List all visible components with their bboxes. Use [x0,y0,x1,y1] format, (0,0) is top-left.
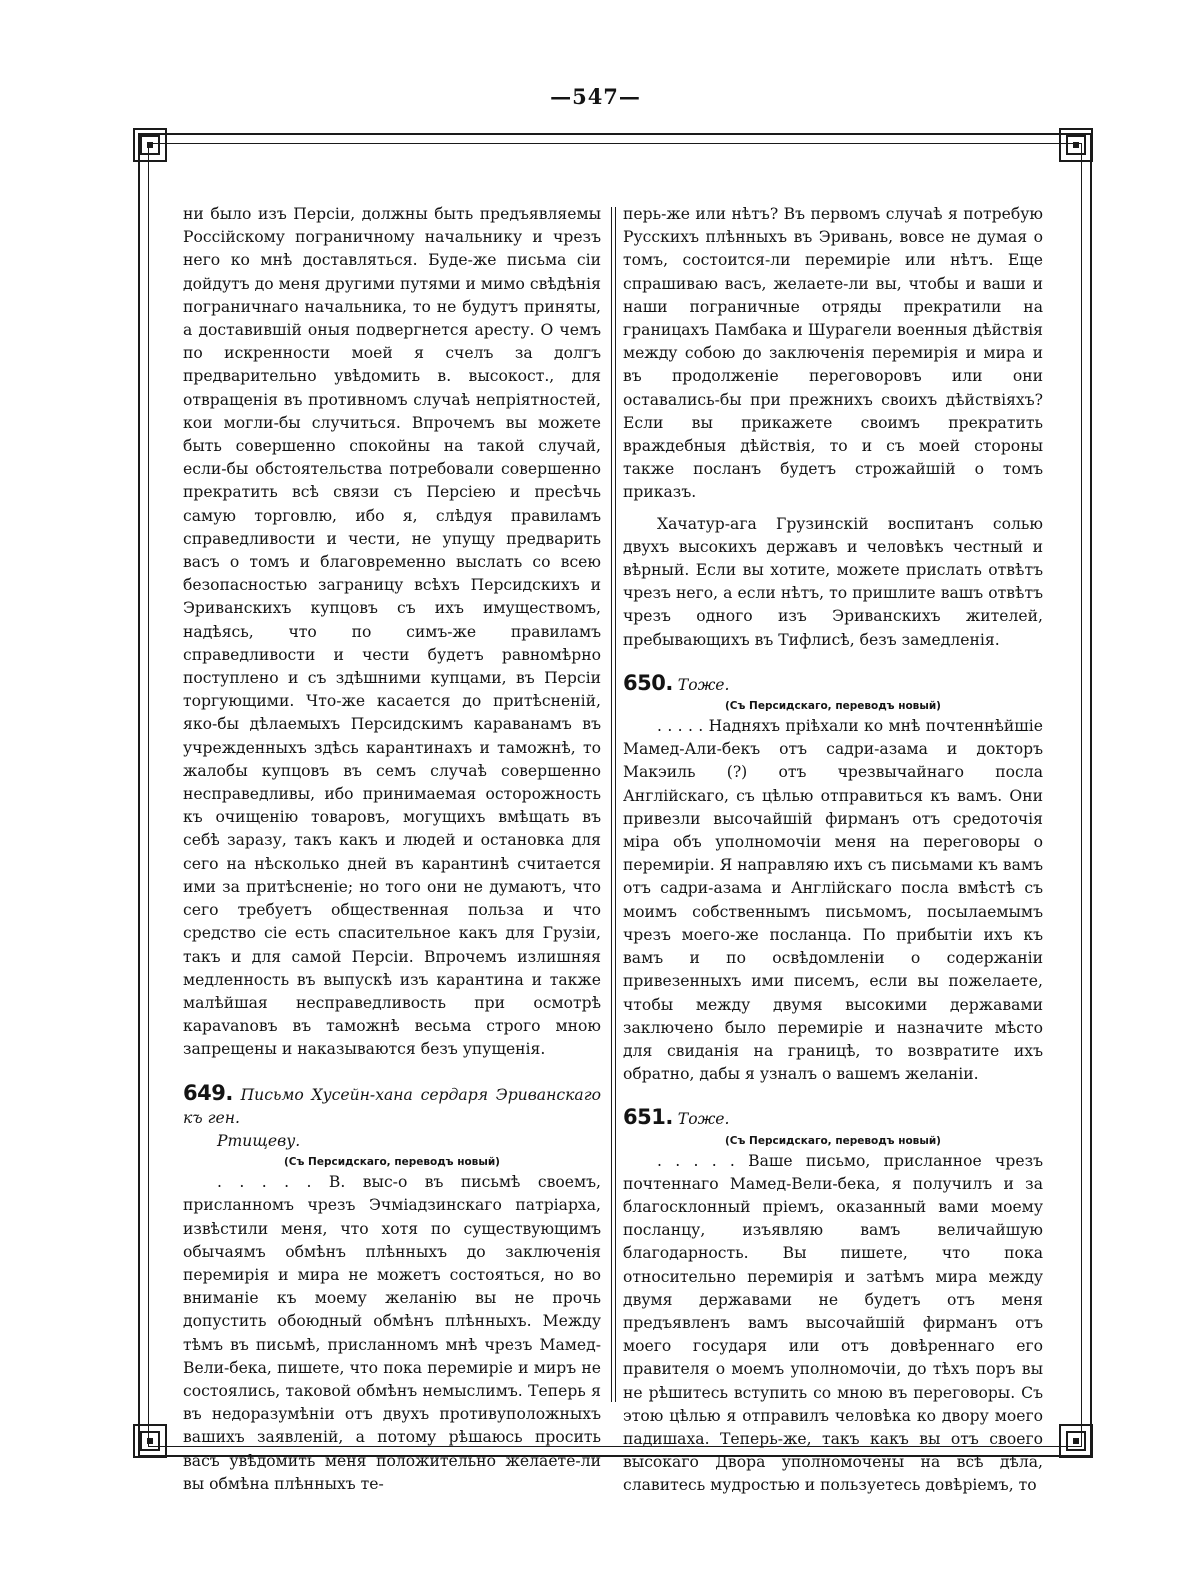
entry-650-title: Тоже. [677,675,730,694]
left-continuation-paragraph: ни было изъ Персіи, должны быть предъявляемы Россійскому пограничному начальнику и чрезъ него ко мнѣ доставляться. Буде-же письма сіи дойдутъ до меня другими путями и мимо свѣдѣнія пограничнаго начальника, то не будутъ приняты, а доставившій оныя подвергнется аресту. О чемъ по искренности моей я счелъ за долгъ предварительно увѣдомить в. высокост., для отвращенія въ противномъ случаѣ непріятностей, кои могли-бы случиться. Впрочемъ вы можете быть совершенно спокойны на такой случай, если-бы обстоятельства потребовали совершенно прекратить всѣ связи съ Персіею и пресѣчь самую торговлю, ибо я, слѣдуя правиламъ справедливости и чести, не упущу предварить васъ о томъ и благовременно выслать со всею безопасностью заграницу всѣхъ Персидскихъ и Эриванскихъ купцовъ съ ихъ имуществомъ, надѣясь, что по симъ-же правиламъ справедливости и чести будетъ равномѣрно поступлено и съ здѣшними купцами, въ Персіи торгующими. Что-же касается до притѣсненій, яко-бы дѣлаемыхъ Персидскимъ караванамъ въ учрежденныхъ здѣсь карантинахъ и таможнѣ, то жалобы купцовъ въ семъ случаѣ совершенно несправедливы, ибо принимаемая осторожность къ очищенію товаровъ, могущихъ вмѣщать въ себѣ заразу, такъ какъ и людей и остановка для сего на нѣсколько дней въ карантинѣ считается ими за притѣсненіе; но того они не думаютъ, что сего требуетъ общественная польза и что средство сіе есть спасительное какъ для Грузіи, такъ и для самой Персіи. Впрочемъ излишняя медленность въ выпускѣ изъ карантина и также малѣйшая несправедливость при осмотрѣ карavanовъ въ таможнѣ весьма строго мною запрещены и наказываются безъ упущенія. [183,205,601,1059]
paragraph-gap [623,505,1043,513]
corner-ornament-top-right [1056,125,1096,165]
entry-649-source-note: (Съ Персидскаго, переводъ новый) [284,1156,500,1169]
entry-651-source-note: (Съ Персидскаго, переводъ новый) [725,1134,941,1147]
entry-649-number: 649. [183,1080,233,1105]
entry-650-source-note: (Съ Персидскаго, переводъ новый) [725,700,941,713]
entry-649-heading [183,1082,601,1154]
right-column [623,203,1043,1498]
entry-651-text: . . . . . Ваше письмо, присланное чрезъ почтеннаго Мамед-Вели-бека, я получилъ и за благосклонный пріемъ, оказанный вами моему посланцу, изъявляю вамъ величайшую благодарность. Вы пишете, что пока относительно перемирія и затѣмъ мира между двумя державами не будетъ отъ меня предъявленъ вамъ высочайшій фирманъ отъ моего государя или отъ довѣреннаго его правителя о моемъ уполномочіи, до тѣхъ поръ вы не рѣшитесь вступить со мною въ переговоры. Съ этою цѣлью я отправилъ человѣка ко двору моего падишаха. Теперь-же, такъ какъ вы отъ своего высокаго Двора уполномочены на всѣ дѣла, славитесь мудростью и пользуетесь довѣріемъ, то [623,1151,1043,1495]
corner-ornament-top-left [130,125,170,165]
entry-649-text: . . . . . В. выс-о въ письмѣ своемъ, присланномъ чрезъ Эчміадзинскаго патріарха, извѣстили меня, что хотя по существующимъ обычаямъ обмѣнъ плѣнныхъ до заключенія перемирія и мира не можетъ состояться, но во вниманіе къ моему желанію вы не прочь допустить обоюдный обмѣнъ плѣнныхъ. Между тѣмъ въ письмѣ, присланномъ мнѣ чрезъ Мамед-Вели-бека, пишете, что пока перемиріе и миръ не состоялись, таковой обмѣнъ немыслимъ. Теперь я въ недоразумѣніи отъ двухъ противуположныхъ вашихъ заявленій, а потому рѣшаюсь просить васъ увѣдомить меня положительно желаете-ли вы обмѣна плѣнныхъ те- [183,1173,601,1493]
corner-ornament-bottom-left [130,1421,170,1461]
entry-650-heading [623,672,1043,697]
entry-649-title: Письмо Хусейн-хана сердаря Эриванскаго къ ген. [183,1085,601,1127]
entry-651-heading [623,1106,1043,1131]
right-paragraph-khachatur: Хачатур-ага Грузинскій воспитанъ солью двухъ высокихъ державъ и человѣкъ честный и вѣрный. Если вы хотите, можете прислать отвѣтъ чрезъ него, а если нѣтъ, то пришлите вашъ отвѣтъ чрезъ одного изъ Эриванскихъ жителей, пребывающихъ въ Тифлисѣ, безъ замедленія. [623,514,1043,649]
right-continuation-paragraph: перь-же или нѣтъ? Въ первомъ случаѣ я потребую Русскихъ плѣнныхъ въ Эривань, вовсе не думая о томъ, состоится-ли перемиріе или нѣтъ. Еще спрашиваю васъ, желаете-ли вы, чтобы и ваши и наши пограничные отряды прекратили на границахъ Памбака и Шурагели военныя дѣйствія между собою до заключенія перемирія и мира и въ продолженіе переговоровъ или они оставались-бы при прежнихъ своихъ дѣйствіяхъ? Если вы прикажете своимъ прекратить враждебныя дѣйствія, то и съ моей стороны также посланъ будетъ строжайшій о томъ приказъ. [623,205,1043,502]
corner-ornament-bottom-right [1056,1421,1096,1461]
entry-649-title-continued: Ртищеву. [217,1131,301,1150]
entry-651-number: 651. [623,1105,673,1130]
left-column [183,203,601,1496]
column-divider-second-rule [615,207,616,1402]
entry-650-text: . . . . . Надняхъ пріѣхали ко мнѣ почтеннѣйшіе Мамед-Али-бекъ отъ садри-азама и докторъ Макэиль (?) отъ чрезвычайнаго посла Англійскаго, съ цѣлью отправиться къ вамъ. Они привезли высочайшій фирманъ отъ средоточія міра объ уполномочіи меня на переговоры о перемиріи. Я направляю ихъ съ письмами къ вамъ отъ садри-азама и Англійскаго посла вмѣстѣ съ моимъ собственнымъ письмомъ, посылаемымъ чрезъ моего-же посланца. По прибытіи ихъ къ вамъ и по освѣдомленіи о содержаніи привезенныхъ ими писемъ, если вы пожелаете, чтобы между двумя высокими державами заключено было перемиріе и назначите мѣсто для свиданія на границѣ, то возвратите ихъ обратно, дабы я узналъ о вашемъ желаніи. [623,717,1043,1084]
entry-651-title: Тоже. [677,1110,730,1129]
column-divider [611,207,612,1402]
page-number: —547— [550,84,641,109]
entry-650-number: 650. [623,670,673,695]
